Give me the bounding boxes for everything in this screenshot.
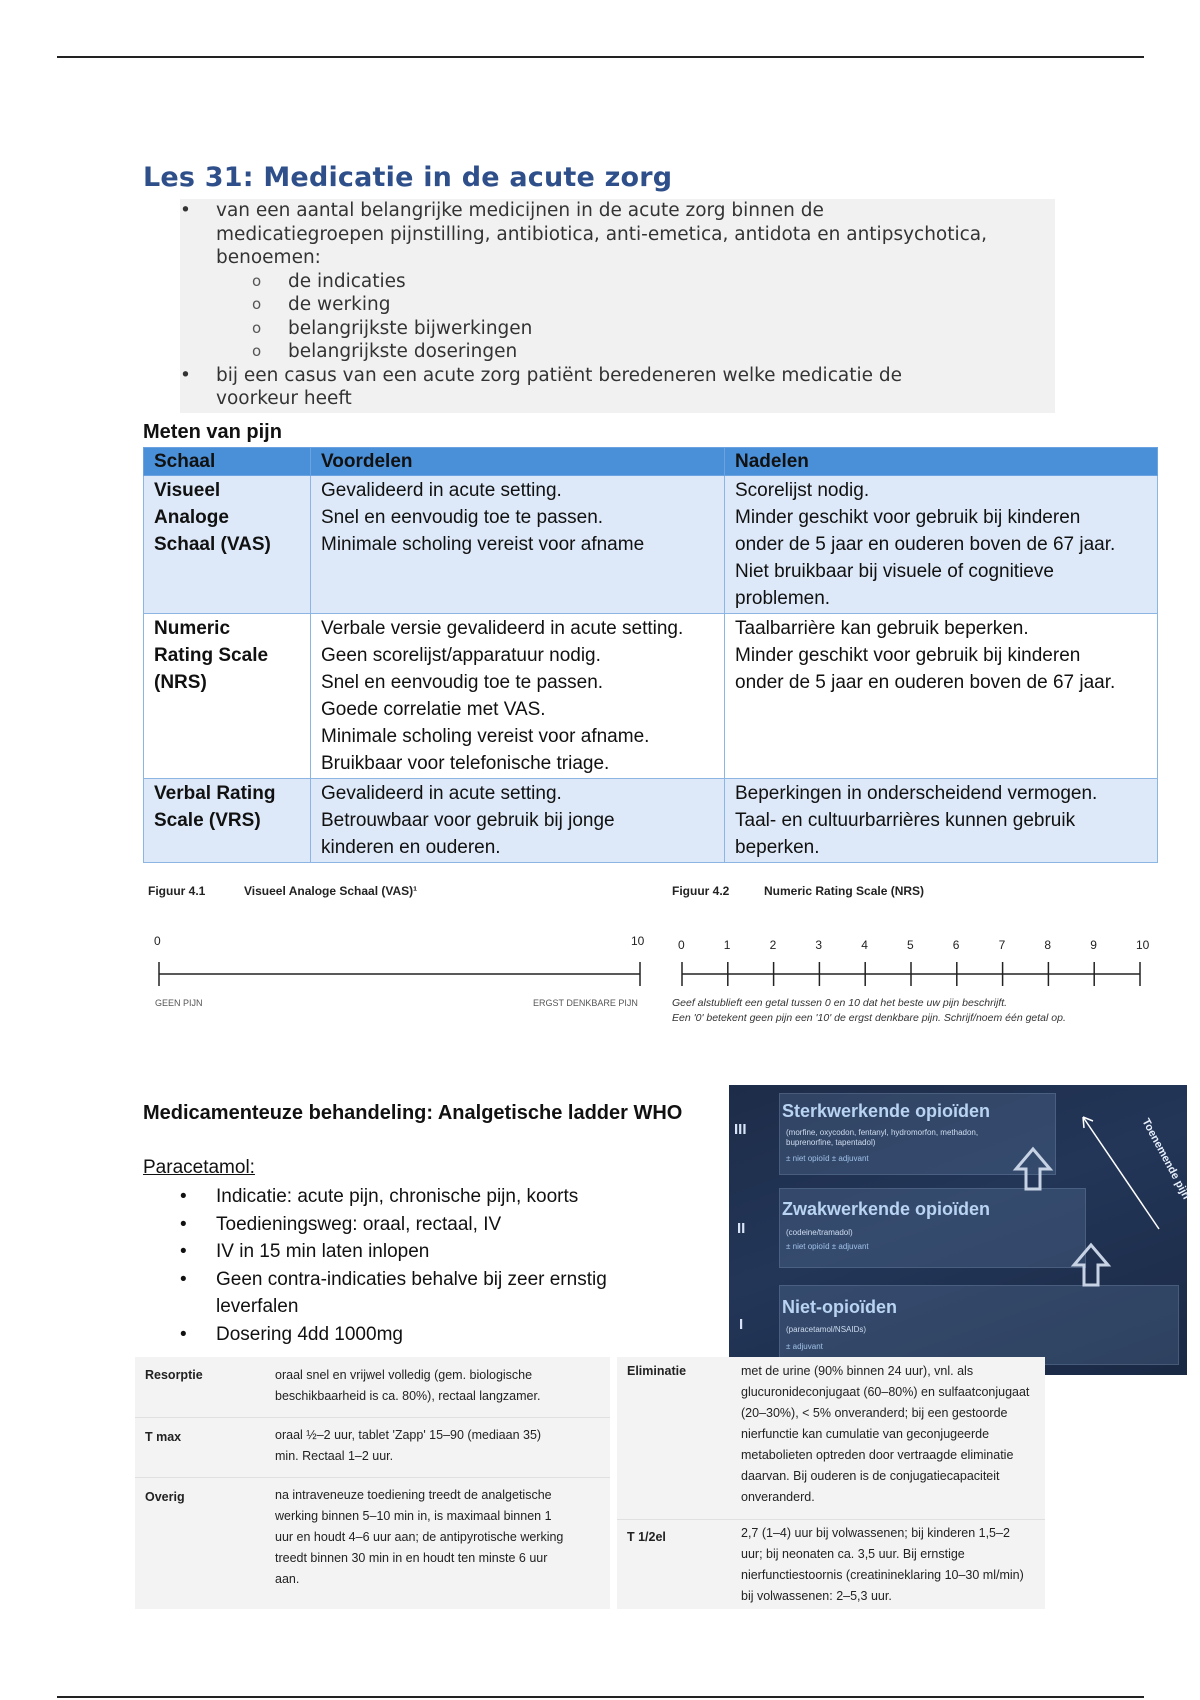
bullet-icon: • [180, 1323, 187, 1345]
nrs-tick-label: 10 [1136, 938, 1150, 952]
vas-right-caption: ERGST DENKBARE PIJN [533, 998, 638, 1008]
objective-item [180, 199, 1055, 270]
ladder-step-detail: (codeine/tramadol) [786, 1228, 853, 1237]
vas-min-label: 0 [154, 934, 161, 948]
objective-sublist [180, 270, 1055, 364]
ladder-step-title: Zwakwerkende opioïden [782, 1199, 991, 1219]
ladder-step-title: Sterkwerkende opioïden [782, 1101, 991, 1121]
paracetamol-label: Paracetamol: [143, 1157, 255, 1178]
ladder-step-number: I [739, 1316, 744, 1333]
list-item: • Geen contra-indicaties behalve bij zeer ernstig leverfalen [180, 1266, 650, 1321]
section-heading-pain: Meten van pijn [143, 421, 282, 443]
learning-objectives [180, 199, 1055, 413]
sub-item: o de indicaties [252, 270, 406, 292]
objective-line: medicatiegroepen pijnstilling, antibiotica, anti-emetica, antidota en antipsychotica, [216, 223, 988, 245]
column-header: Voordelen [311, 448, 725, 476]
list-item: • IV in 15 min laten inlopen [180, 1238, 650, 1266]
figure-label: Figuur 4.2 [672, 884, 730, 898]
pk-value: na intraveneuze toediening treedt de analgetische werking binnen 5–10 min in, is maximaal binnen 1 uur en houdt 4–6 uur aan; de antipyrotische werking treedt binnen 30 min in en houdt ten minste 6 uur aan. [275, 1488, 564, 1586]
up-arrow-icon [1071, 1243, 1111, 1287]
figure-label: Figuur 4.1 [148, 884, 206, 898]
vas-figure [148, 884, 658, 1014]
bullet-icon: • [180, 1241, 187, 1262]
objective-item [180, 364, 1055, 411]
pk-row-resorptie [135, 1357, 610, 1418]
cons-cell: Beperkingen in onderscheidend vermogen. Taal- en cultuurbarrières kunnen gebruik beperken. [725, 779, 1158, 863]
list-item: • Toedieningsweg: oraal, rectaal, IV [180, 1211, 650, 1239]
pk-row-eliminatie [617, 1357, 1045, 1520]
bullet-icon: • [180, 1268, 187, 1290]
table-header-row [144, 448, 1158, 476]
ladder-step-detail: (paracetamol/NSAIDs) [786, 1325, 867, 1334]
nrs-tick-label: 9 [1090, 938, 1097, 952]
sub-item: o belangrijkste doseringen [252, 341, 518, 362]
objective-line: benoemen: [216, 247, 321, 268]
pk-value: oraal ½–2 uur, tablet 'Zapp' 15–90 (mediaan 35) min. Rectaal 1–2 uur. [275, 1428, 542, 1463]
ladder-step-number: III [734, 1121, 747, 1138]
header-rule [57, 56, 1144, 58]
pros-cell: Gevalideerd in acute setting. Snel en eenvoudig toe te passen. Minimale scholing vereist voor afname [311, 476, 725, 614]
ladder-step-detail: (morfine, oxycodon, fentanyl, hydromorfon, methadon, buprenorfine, tapentadol) [786, 1128, 979, 1147]
column-header: Schaal [144, 448, 311, 476]
nrs-tick-label: 6 [952, 938, 960, 952]
figure-title: Visueel Analoge Schaal (VAS)¹ [244, 884, 418, 898]
list-item: • Indicatie: acute pijn, chronische pijn, koorts [180, 1183, 650, 1211]
nrs-scale-line [672, 952, 1152, 992]
nrs-tick-label: 1 [723, 938, 731, 952]
section-heading-medication: Medicamenteuze behandeling: Analgetische ladder WHO [143, 1102, 683, 1124]
page-title: Les 31: Medicatie in de acute zorg [143, 162, 673, 193]
cons-cell: Scorelijst nodig. Minder geschikt voor gebruik bij kinderen onder de 5 jaar en ouderen boven de 67 jaar. Niet bruikbaar bij visuele of cognitieve problemen. [725, 476, 1158, 614]
objective-line: voorkeur heeft [216, 388, 352, 409]
pk-value: met de urine (90% binnen 24 uur), vnl. als glucuronideconjugaat (60–80%) en sulfaatconjugaat (20–30%), < 5% onveranderd; bij een gestoorde nierfunctie kan cumulatie van geconjugeerde metabolieten optreden door vertraagde eliminatie daarvan. Bij ouderen is de conjugatiecapaciteit onveranderd. [741, 1364, 1030, 1504]
ladder-step-adjuvant: ± niet opioïd ± adjuvant [786, 1154, 869, 1163]
pk-key: Overig [145, 1490, 185, 1504]
nrs-tick-label: 5 [907, 938, 914, 952]
cons-cell: Taalbarrière kan gebruik beperken. Minder geschikt voor gebruik bij kinderen onder de 5 jaar en ouderen boven de 67 jaar. [725, 614, 1158, 779]
column-header: Nadelen [725, 448, 1158, 476]
ladder-step-adjuvant: ± niet opioïd ± adjuvant [786, 1242, 869, 1251]
table-row [144, 779, 1158, 863]
pk-key: Eliminatie [627, 1364, 687, 1378]
nrs-tick-label: 4 [861, 938, 868, 952]
pk-row-tmax [135, 1417, 610, 1478]
ladder-step-title: Niet-opioïden [782, 1297, 897, 1317]
bullet-icon: • [180, 1186, 187, 1207]
bullet-icon: • [180, 364, 191, 386]
objective-line: bij een casus van een acute zorg patiënt beredeneren welke medicatie de [216, 364, 902, 386]
nrs-caption-line: Een '0' betekent geen pijn een '10' de ergst denkbare pijn. Schrijf/noem één getal op. [672, 1012, 1066, 1024]
table-row [144, 476, 1158, 614]
paracetamol-list [180, 1183, 650, 1348]
nrs-tick-label: 8 [1044, 938, 1052, 952]
pros-cell: Verbale versie gevalideerd in acute setting. Geen scorelijst/apparatuur nodig. Snel en eenvoudig toe te passen. Goede correlatie met VAS. Minimale scholing vereist voor afname. Bruikbaar voor telefonische triage. [311, 614, 725, 779]
who-ladder-image [729, 1085, 1193, 1375]
bullet-icon: • [180, 1213, 187, 1235]
nrs-tick-label: 3 [815, 938, 823, 952]
bullet-icon: • [180, 200, 191, 221]
objective-line: van een aantal belangrijke medicijnen in de acute zorg binnen de [216, 200, 824, 221]
ladder-step-number: II [737, 1220, 746, 1237]
circle-bullet-icon: o [252, 295, 262, 313]
pk-key: T 1/2el [627, 1530, 666, 1544]
pk-key: Resorptie [145, 1368, 203, 1382]
up-arrow-icon [1013, 1147, 1053, 1191]
figure-title: Numeric Rating Scale (NRS) [764, 884, 925, 898]
nrs-tick-label: 2 [769, 938, 777, 952]
vas-left-caption: GEEN PIJN [155, 998, 203, 1008]
nrs-tick-label: 0 [678, 938, 685, 952]
nrs-caption-line: Geef alstublieft een getal tussen 0 en 10 dat het beste uw pijn beschrijft. [672, 997, 1008, 1009]
ladder-side-label: Toenemende pijn [1139, 1116, 1193, 1202]
pk-row-overig [135, 1477, 610, 1609]
ladder-step-adjuvant: ± adjuvant [786, 1342, 823, 1351]
circle-bullet-icon: o [252, 271, 262, 290]
scale-cell: Verbal Rating Scale (VRS) [144, 779, 311, 863]
vas-scale-line [148, 952, 658, 992]
pk-table-right [617, 1357, 1045, 1609]
sub-item: o de werking [252, 294, 391, 315]
pk-row-thalf [617, 1519, 1045, 1609]
pros-cell: Gevalideerd in acute setting. Betrouwbaar voor gebruik bij jonge kinderen en ouderen. [311, 779, 725, 863]
table-row [144, 614, 1158, 779]
circle-bullet-icon: o [252, 318, 262, 337]
nrs-figure [672, 884, 1152, 1024]
pain-scale-table [143, 447, 1158, 863]
pk-key: T max [145, 1430, 182, 1444]
pk-table-left [135, 1357, 610, 1609]
footer-rule [57, 1696, 1144, 1698]
nrs-tick-label: 7 [998, 938, 1006, 952]
scale-cell: Numeric Rating Scale (NRS) [144, 614, 311, 779]
sub-item: o belangrijkste bijwerkingen [252, 317, 533, 339]
list-item: • Dosering 4dd 1000mg [180, 1321, 650, 1349]
vas-max-label: 10 [631, 934, 645, 948]
pk-value: 2,7 (1–4) uur bij volwassenen; bij kinderen 1,5–2 uur; bij neonaten ca. 3,5 uur. Bij ernstige nierfunctiestoornis (creatinineklaring 10–30 ml/min) bij volwassenen: 2–5,3 uur. [741, 1526, 1024, 1603]
scale-cell: Visueel Analoge Schaal (VAS) [144, 476, 311, 614]
circle-bullet-icon: o [252, 342, 262, 360]
pk-value: oraal snel en vrijwel volledig (gem. biologische beschikbaarheid is ca. 80%), rectaal langzamer. [275, 1368, 541, 1403]
